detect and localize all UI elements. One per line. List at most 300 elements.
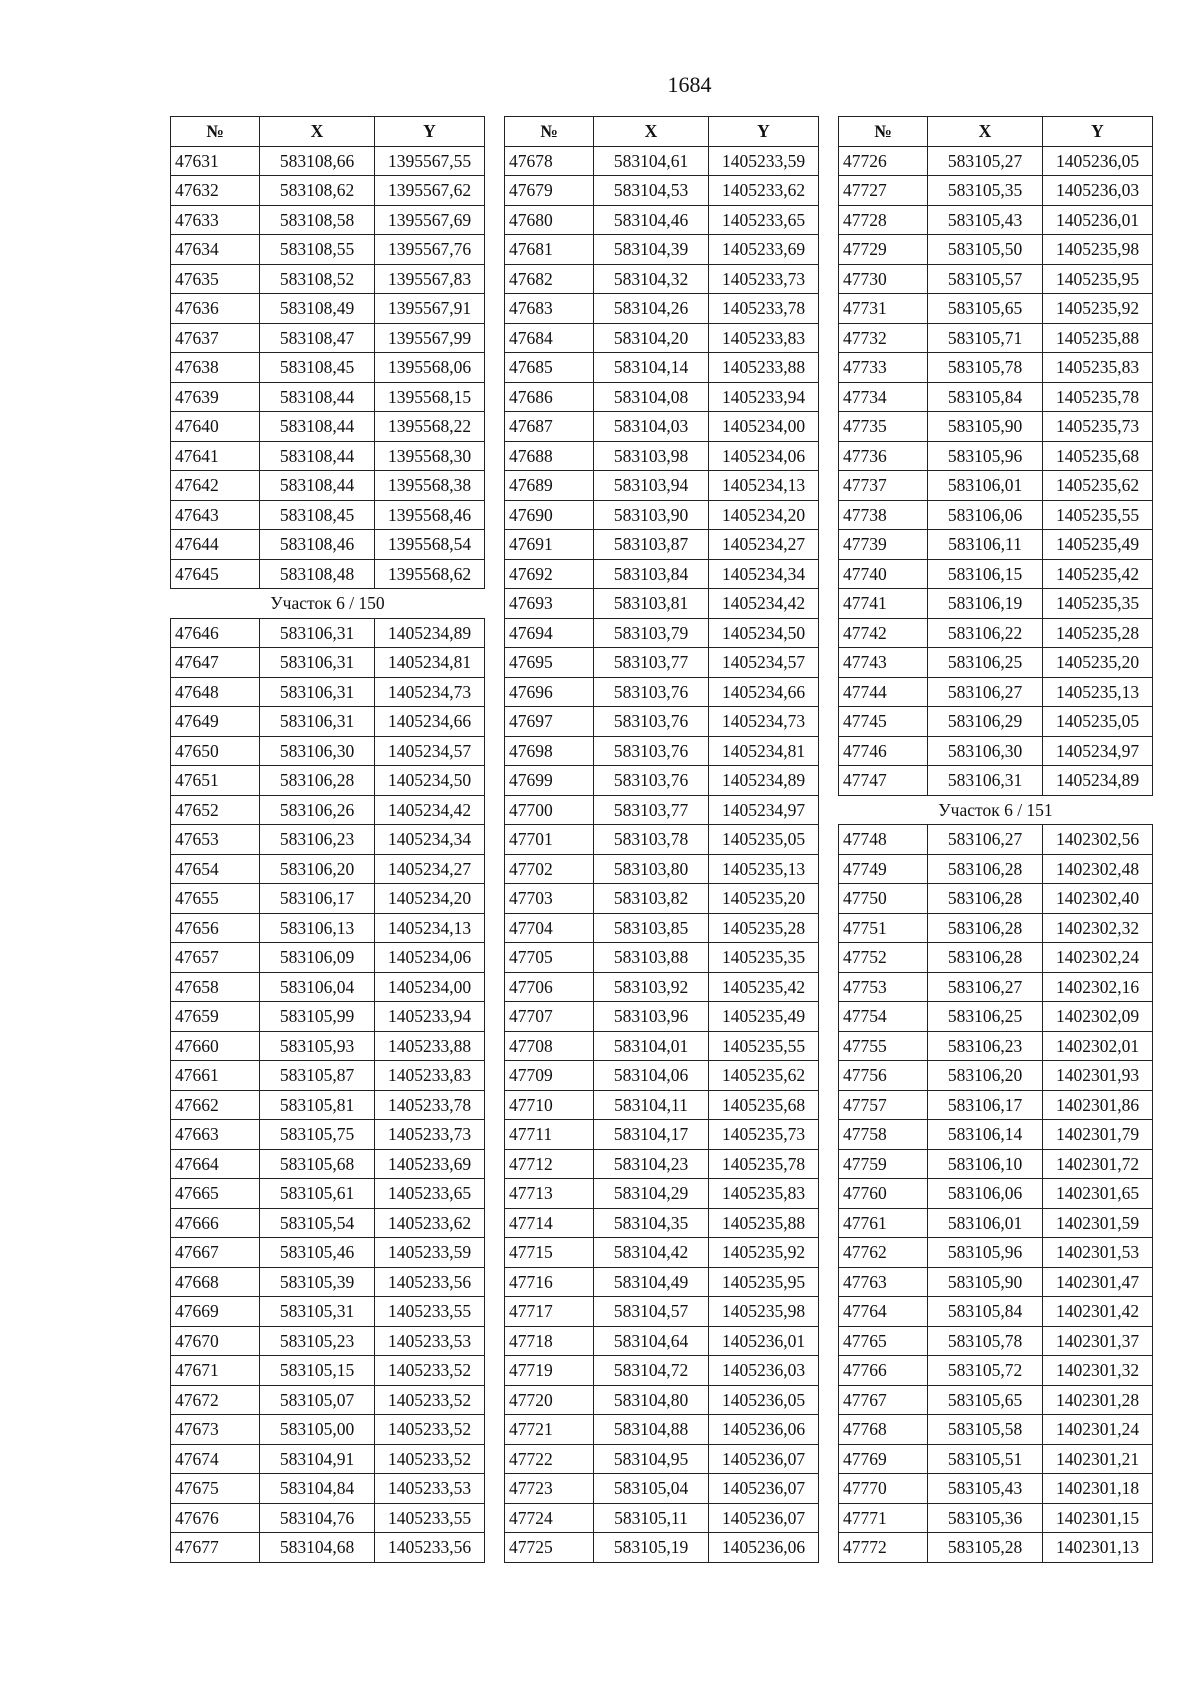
x-coordinate-cell: 583105,27 xyxy=(928,146,1043,176)
y-coordinate-cell: 1405233,62 xyxy=(375,1208,485,1238)
y-coordinate-cell: 1405235,49 xyxy=(1043,530,1153,560)
y-coordinate-cell: 1405234,06 xyxy=(375,943,485,973)
column-header-number: № xyxy=(171,117,260,147)
x-coordinate-cell: 583106,27 xyxy=(928,677,1043,707)
table-row xyxy=(505,1090,819,1120)
point-number-cell: 47745 xyxy=(839,707,928,737)
point-number-cell: 47715 xyxy=(505,1238,594,1268)
table-row xyxy=(505,1120,819,1150)
table-row xyxy=(171,1415,485,1445)
table-row xyxy=(839,1474,1153,1504)
point-number-cell: 47672 xyxy=(171,1385,260,1415)
y-coordinate-cell: 1405233,52 xyxy=(375,1444,485,1474)
y-coordinate-cell: 1405235,35 xyxy=(709,943,819,973)
table-row xyxy=(839,559,1153,589)
y-coordinate-cell: 1405233,52 xyxy=(375,1415,485,1445)
table-row xyxy=(171,1474,485,1504)
y-coordinate-cell: 1405235,13 xyxy=(709,854,819,884)
y-coordinate-cell: 1395568,46 xyxy=(375,500,485,530)
table-row xyxy=(839,1356,1153,1386)
x-coordinate-cell: 583105,15 xyxy=(260,1356,375,1386)
y-coordinate-cell: 1405234,34 xyxy=(709,559,819,589)
y-coordinate-cell: 1402301,32 xyxy=(1043,1356,1153,1386)
point-number-cell: 47704 xyxy=(505,913,594,943)
x-coordinate-cell: 583104,61 xyxy=(594,146,709,176)
table-row xyxy=(171,471,485,501)
y-coordinate-cell: 1402301,15 xyxy=(1043,1503,1153,1533)
x-coordinate-cell: 583104,42 xyxy=(594,1238,709,1268)
table-row xyxy=(505,441,819,471)
y-coordinate-cell: 1405234,66 xyxy=(375,707,485,737)
point-number-cell: 47698 xyxy=(505,736,594,766)
table-row xyxy=(839,1120,1153,1150)
x-coordinate-cell: 583105,72 xyxy=(928,1356,1043,1386)
x-coordinate-cell: 583106,20 xyxy=(928,1061,1043,1091)
point-number-cell: 47690 xyxy=(505,500,594,530)
table-row xyxy=(839,530,1153,560)
point-number-cell: 47728 xyxy=(839,205,928,235)
x-coordinate-cell: 583103,96 xyxy=(594,1002,709,1032)
x-coordinate-cell: 583108,44 xyxy=(260,382,375,412)
point-number-cell: 47771 xyxy=(839,1503,928,1533)
table-row xyxy=(171,648,485,678)
point-number-cell: 47723 xyxy=(505,1474,594,1504)
x-coordinate-cell: 583108,45 xyxy=(260,353,375,383)
x-coordinate-cell: 583105,75 xyxy=(260,1120,375,1150)
table-row xyxy=(505,913,819,943)
point-number-cell: 47762 xyxy=(839,1238,928,1268)
table-row xyxy=(171,1179,485,1209)
table-row xyxy=(171,559,485,589)
y-coordinate-cell: 1402301,13 xyxy=(1043,1533,1153,1563)
table-row xyxy=(171,1120,485,1150)
y-coordinate-cell: 1405234,81 xyxy=(709,736,819,766)
point-number-cell: 47757 xyxy=(839,1090,928,1120)
point-number-cell: 47742 xyxy=(839,618,928,648)
point-number-cell: 47722 xyxy=(505,1444,594,1474)
page-number: 1684 xyxy=(667,72,712,97)
table-row xyxy=(171,1238,485,1268)
x-coordinate-cell: 583105,23 xyxy=(260,1326,375,1356)
point-number-cell: 47654 xyxy=(171,854,260,884)
table-row xyxy=(171,884,485,914)
point-number-cell: 47648 xyxy=(171,677,260,707)
y-coordinate-cell: 1402301,86 xyxy=(1043,1090,1153,1120)
y-coordinate-cell: 1405234,89 xyxy=(375,618,485,648)
y-coordinate-cell: 1405234,50 xyxy=(375,766,485,796)
point-number-cell: 47639 xyxy=(171,382,260,412)
point-number-cell: 47764 xyxy=(839,1297,928,1327)
table-row xyxy=(839,1149,1153,1179)
table-row xyxy=(839,1533,1153,1563)
y-coordinate-cell: 1405233,69 xyxy=(709,235,819,265)
point-number-cell: 47733 xyxy=(839,353,928,383)
point-number-cell: 47699 xyxy=(505,766,594,796)
y-coordinate-cell: 1405233,73 xyxy=(375,1120,485,1150)
y-coordinate-cell: 1402301,47 xyxy=(1043,1267,1153,1297)
column-header-y: Y xyxy=(709,117,819,147)
table-row xyxy=(171,353,485,383)
y-coordinate-cell: 1395567,55 xyxy=(375,146,485,176)
y-coordinate-cell: 1405234,27 xyxy=(375,854,485,884)
table-row xyxy=(839,471,1153,501)
y-coordinate-cell: 1405235,88 xyxy=(709,1208,819,1238)
table-row xyxy=(505,825,819,855)
y-coordinate-cell: 1405235,05 xyxy=(709,825,819,855)
table-row xyxy=(505,1444,819,1474)
x-coordinate-cell: 583106,01 xyxy=(928,1208,1043,1238)
point-number-cell: 47671 xyxy=(171,1356,260,1386)
table-row xyxy=(505,1503,819,1533)
point-number-cell: 47681 xyxy=(505,235,594,265)
point-number-cell: 47689 xyxy=(505,471,594,501)
y-coordinate-cell: 1405233,88 xyxy=(709,353,819,383)
point-number-cell: 47751 xyxy=(839,913,928,943)
point-number-cell: 47707 xyxy=(505,1002,594,1032)
table-row xyxy=(171,1356,485,1386)
point-number-cell: 47710 xyxy=(505,1090,594,1120)
x-coordinate-cell: 583106,06 xyxy=(928,1179,1043,1209)
y-coordinate-cell: 1402302,56 xyxy=(1043,825,1153,855)
point-number-cell: 47640 xyxy=(171,412,260,442)
table-row xyxy=(839,382,1153,412)
y-coordinate-cell: 1405234,57 xyxy=(375,736,485,766)
y-coordinate-cell: 1405235,73 xyxy=(709,1120,819,1150)
x-coordinate-cell: 583106,25 xyxy=(928,648,1043,678)
y-coordinate-cell: 1405234,13 xyxy=(709,471,819,501)
point-number-cell: 47748 xyxy=(839,825,928,855)
y-coordinate-cell: 1405235,78 xyxy=(1043,382,1153,412)
y-coordinate-cell: 1405234,27 xyxy=(709,530,819,560)
x-coordinate-cell: 583105,04 xyxy=(594,1474,709,1504)
table-header-row xyxy=(839,117,1153,147)
point-number-cell: 47642 xyxy=(171,471,260,501)
table-row xyxy=(171,1002,485,1032)
y-coordinate-cell: 1405233,73 xyxy=(709,264,819,294)
table-row xyxy=(839,146,1153,176)
point-number-cell: 47743 xyxy=(839,648,928,678)
y-coordinate-cell: 1405234,20 xyxy=(709,500,819,530)
x-coordinate-cell: 583105,93 xyxy=(260,1031,375,1061)
point-number-cell: 47641 xyxy=(171,441,260,471)
y-coordinate-cell: 1395568,30 xyxy=(375,441,485,471)
point-number-cell: 47705 xyxy=(505,943,594,973)
x-coordinate-cell: 583104,76 xyxy=(260,1503,375,1533)
table-row xyxy=(839,1444,1153,1474)
table-row xyxy=(505,1179,819,1209)
table-row xyxy=(505,500,819,530)
x-coordinate-cell: 583106,27 xyxy=(928,825,1043,855)
x-coordinate-cell: 583105,81 xyxy=(260,1090,375,1120)
point-number-cell: 47744 xyxy=(839,677,928,707)
point-number-cell: 47694 xyxy=(505,618,594,648)
point-number-cell: 47696 xyxy=(505,677,594,707)
section-title: Участок 6 / 151 xyxy=(839,795,1153,825)
y-coordinate-cell: 1405234,34 xyxy=(375,825,485,855)
table-row xyxy=(171,1533,485,1563)
y-coordinate-cell: 1405235,95 xyxy=(709,1267,819,1297)
y-coordinate-cell: 1402302,01 xyxy=(1043,1031,1153,1061)
point-number-cell: 47736 xyxy=(839,441,928,471)
x-coordinate-cell: 583103,87 xyxy=(594,530,709,560)
x-coordinate-cell: 583106,23 xyxy=(928,1031,1043,1061)
point-number-cell: 47633 xyxy=(171,205,260,235)
point-number-cell: 47670 xyxy=(171,1326,260,1356)
table-row xyxy=(505,1208,819,1238)
y-coordinate-cell: 1405236,07 xyxy=(709,1503,819,1533)
table-row xyxy=(505,1297,819,1327)
y-coordinate-cell: 1405234,89 xyxy=(709,766,819,796)
table-row xyxy=(171,854,485,884)
y-coordinate-cell: 1405233,88 xyxy=(375,1031,485,1061)
y-coordinate-cell: 1402301,72 xyxy=(1043,1149,1153,1179)
point-number-cell: 47716 xyxy=(505,1267,594,1297)
y-coordinate-cell: 1405234,97 xyxy=(1043,736,1153,766)
point-number-cell: 47651 xyxy=(171,766,260,796)
y-coordinate-cell: 1405235,62 xyxy=(1043,471,1153,501)
point-number-cell: 47674 xyxy=(171,1444,260,1474)
table-row xyxy=(171,530,485,560)
point-number-cell: 47691 xyxy=(505,530,594,560)
y-coordinate-cell: 1395568,06 xyxy=(375,353,485,383)
x-coordinate-cell: 583105,65 xyxy=(928,294,1043,324)
table-row xyxy=(839,677,1153,707)
y-coordinate-cell: 1402301,21 xyxy=(1043,1444,1153,1474)
x-coordinate-cell: 583105,84 xyxy=(928,382,1043,412)
x-coordinate-cell: 583105,50 xyxy=(928,235,1043,265)
y-coordinate-cell: 1405235,42 xyxy=(709,972,819,1002)
x-coordinate-cell: 583105,58 xyxy=(928,1415,1043,1445)
y-coordinate-cell: 1405234,81 xyxy=(375,648,485,678)
y-coordinate-cell: 1405234,57 xyxy=(709,648,819,678)
point-number-cell: 47763 xyxy=(839,1267,928,1297)
table-row xyxy=(171,707,485,737)
table-row xyxy=(505,1238,819,1268)
y-coordinate-cell: 1405235,78 xyxy=(709,1149,819,1179)
table-row xyxy=(171,1090,485,1120)
x-coordinate-cell: 583104,53 xyxy=(594,176,709,206)
table-row xyxy=(839,766,1153,796)
table-row xyxy=(505,1474,819,1504)
y-coordinate-cell: 1405235,88 xyxy=(1043,323,1153,353)
table-row xyxy=(505,1326,819,1356)
column-header-number: № xyxy=(839,117,928,147)
y-coordinate-cell: 1395567,83 xyxy=(375,264,485,294)
x-coordinate-cell: 583106,28 xyxy=(928,913,1043,943)
y-coordinate-cell: 1405234,00 xyxy=(709,412,819,442)
table-row xyxy=(505,1267,819,1297)
x-coordinate-cell: 583105,43 xyxy=(928,1474,1043,1504)
x-coordinate-cell: 583103,98 xyxy=(594,441,709,471)
point-number-cell: 47765 xyxy=(839,1326,928,1356)
table-row xyxy=(171,1297,485,1327)
x-coordinate-cell: 583103,88 xyxy=(594,943,709,973)
table-row xyxy=(171,264,485,294)
y-coordinate-cell: 1405234,50 xyxy=(709,618,819,648)
table-row xyxy=(839,1238,1153,1268)
point-number-cell: 47702 xyxy=(505,854,594,884)
table-row xyxy=(505,1002,819,1032)
table-row xyxy=(505,736,819,766)
table-row xyxy=(839,618,1153,648)
table-row xyxy=(505,677,819,707)
table-row xyxy=(171,382,485,412)
point-number-cell: 47770 xyxy=(839,1474,928,1504)
y-coordinate-cell: 1405235,20 xyxy=(1043,648,1153,678)
table-row xyxy=(171,323,485,353)
y-coordinate-cell: 1395568,62 xyxy=(375,559,485,589)
x-coordinate-cell: 583103,77 xyxy=(594,648,709,678)
coordinate-table-1 xyxy=(170,116,485,1563)
point-number-cell: 47752 xyxy=(839,943,928,973)
table-row xyxy=(839,854,1153,884)
table-row xyxy=(171,235,485,265)
point-number-cell: 47746 xyxy=(839,736,928,766)
point-number-cell: 47750 xyxy=(839,884,928,914)
x-coordinate-cell: 583105,57 xyxy=(928,264,1043,294)
x-coordinate-cell: 583104,23 xyxy=(594,1149,709,1179)
table-header-row xyxy=(505,117,819,147)
x-coordinate-cell: 583106,22 xyxy=(928,618,1043,648)
x-coordinate-cell: 583105,28 xyxy=(928,1533,1043,1563)
point-number-cell: 47767 xyxy=(839,1385,928,1415)
y-coordinate-cell: 1405236,06 xyxy=(709,1533,819,1563)
point-number-cell: 47661 xyxy=(171,1061,260,1091)
table-row xyxy=(839,736,1153,766)
x-coordinate-cell: 583104,80 xyxy=(594,1385,709,1415)
y-coordinate-cell: 1405233,78 xyxy=(375,1090,485,1120)
x-coordinate-cell: 583106,27 xyxy=(928,972,1043,1002)
point-number-cell: 47711 xyxy=(505,1120,594,1150)
y-coordinate-cell: 1405235,83 xyxy=(1043,353,1153,383)
point-number-cell: 47756 xyxy=(839,1061,928,1091)
y-coordinate-cell: 1405236,07 xyxy=(709,1444,819,1474)
point-number-cell: 47664 xyxy=(171,1149,260,1179)
x-coordinate-cell: 583103,79 xyxy=(594,618,709,648)
table-row xyxy=(505,471,819,501)
y-coordinate-cell: 1405235,20 xyxy=(709,884,819,914)
y-coordinate-cell: 1402302,09 xyxy=(1043,1002,1153,1032)
point-number-cell: 47725 xyxy=(505,1533,594,1563)
x-coordinate-cell: 583105,07 xyxy=(260,1385,375,1415)
y-coordinate-cell: 1405236,06 xyxy=(709,1415,819,1445)
x-coordinate-cell: 583106,28 xyxy=(928,943,1043,973)
table-row xyxy=(505,382,819,412)
table-row xyxy=(505,530,819,560)
table-row xyxy=(839,1090,1153,1120)
table-row xyxy=(171,943,485,973)
y-coordinate-cell: 1405234,13 xyxy=(375,913,485,943)
x-coordinate-cell: 583105,11 xyxy=(594,1503,709,1533)
x-coordinate-cell: 583104,72 xyxy=(594,1356,709,1386)
y-coordinate-cell: 1405236,07 xyxy=(709,1474,819,1504)
table-row xyxy=(171,825,485,855)
point-number-cell: 47758 xyxy=(839,1120,928,1150)
point-number-cell: 47660 xyxy=(171,1031,260,1061)
x-coordinate-cell: 583103,76 xyxy=(594,677,709,707)
table-row xyxy=(839,1208,1153,1238)
point-number-cell: 47727 xyxy=(839,176,928,206)
table-row xyxy=(839,589,1153,619)
y-coordinate-cell: 1405235,49 xyxy=(709,1002,819,1032)
x-coordinate-cell: 583106,17 xyxy=(928,1090,1043,1120)
table-row xyxy=(839,707,1153,737)
table-row xyxy=(171,677,485,707)
table-row xyxy=(171,618,485,648)
point-number-cell: 47729 xyxy=(839,235,928,265)
y-coordinate-cell: 1405235,98 xyxy=(709,1297,819,1327)
point-number-cell: 47713 xyxy=(505,1179,594,1209)
column-header-x: X xyxy=(928,117,1043,147)
x-coordinate-cell: 583104,32 xyxy=(594,264,709,294)
table-row xyxy=(505,1385,819,1415)
x-coordinate-cell: 583103,81 xyxy=(594,589,709,619)
x-coordinate-cell: 583103,76 xyxy=(594,766,709,796)
point-number-cell: 47760 xyxy=(839,1179,928,1209)
y-coordinate-cell: 1405236,01 xyxy=(709,1326,819,1356)
y-coordinate-cell: 1402301,24 xyxy=(1043,1415,1153,1445)
x-coordinate-cell: 583106,31 xyxy=(928,766,1043,796)
column-header-y: Y xyxy=(375,117,485,147)
column-header-number: № xyxy=(505,117,594,147)
point-number-cell: 47669 xyxy=(171,1297,260,1327)
point-number-cell: 47759 xyxy=(839,1149,928,1179)
x-coordinate-cell: 583104,84 xyxy=(260,1474,375,1504)
x-coordinate-cell: 583103,90 xyxy=(594,500,709,530)
x-coordinate-cell: 583106,09 xyxy=(260,943,375,973)
table-row xyxy=(505,648,819,678)
y-coordinate-cell: 1405235,05 xyxy=(1043,707,1153,737)
x-coordinate-cell: 583105,78 xyxy=(928,353,1043,383)
table-row xyxy=(839,235,1153,265)
y-coordinate-cell: 1405233,53 xyxy=(375,1474,485,1504)
table-row xyxy=(171,736,485,766)
x-coordinate-cell: 583104,95 xyxy=(594,1444,709,1474)
y-coordinate-cell: 1402302,24 xyxy=(1043,943,1153,973)
x-coordinate-cell: 583105,90 xyxy=(928,1267,1043,1297)
y-coordinate-cell: 1405233,65 xyxy=(709,205,819,235)
x-coordinate-cell: 583104,29 xyxy=(594,1179,709,1209)
x-coordinate-cell: 583104,57 xyxy=(594,1297,709,1327)
point-number-cell: 47643 xyxy=(171,500,260,530)
table-row xyxy=(839,441,1153,471)
y-coordinate-cell: 1405234,42 xyxy=(709,589,819,619)
point-number-cell: 47719 xyxy=(505,1356,594,1386)
x-coordinate-cell: 583106,15 xyxy=(928,559,1043,589)
point-number-cell: 47720 xyxy=(505,1385,594,1415)
x-coordinate-cell: 583105,90 xyxy=(928,412,1043,442)
y-coordinate-cell: 1405234,73 xyxy=(709,707,819,737)
point-number-cell: 47635 xyxy=(171,264,260,294)
y-coordinate-cell: 1405233,56 xyxy=(375,1267,485,1297)
table-row xyxy=(839,353,1153,383)
point-number-cell: 47734 xyxy=(839,382,928,412)
point-number-cell: 47695 xyxy=(505,648,594,678)
y-coordinate-cell: 1395568,15 xyxy=(375,382,485,412)
y-coordinate-cell: 1402302,32 xyxy=(1043,913,1153,943)
table-row xyxy=(171,441,485,471)
table-row xyxy=(839,943,1153,973)
point-number-cell: 47714 xyxy=(505,1208,594,1238)
y-coordinate-cell: 1395567,99 xyxy=(375,323,485,353)
x-coordinate-cell: 583108,45 xyxy=(260,500,375,530)
section-header-row xyxy=(171,589,485,619)
table-row xyxy=(839,1415,1153,1445)
point-number-cell: 47730 xyxy=(839,264,928,294)
point-number-cell: 47726 xyxy=(839,146,928,176)
y-coordinate-cell: 1405233,52 xyxy=(375,1385,485,1415)
table-row xyxy=(171,972,485,1002)
